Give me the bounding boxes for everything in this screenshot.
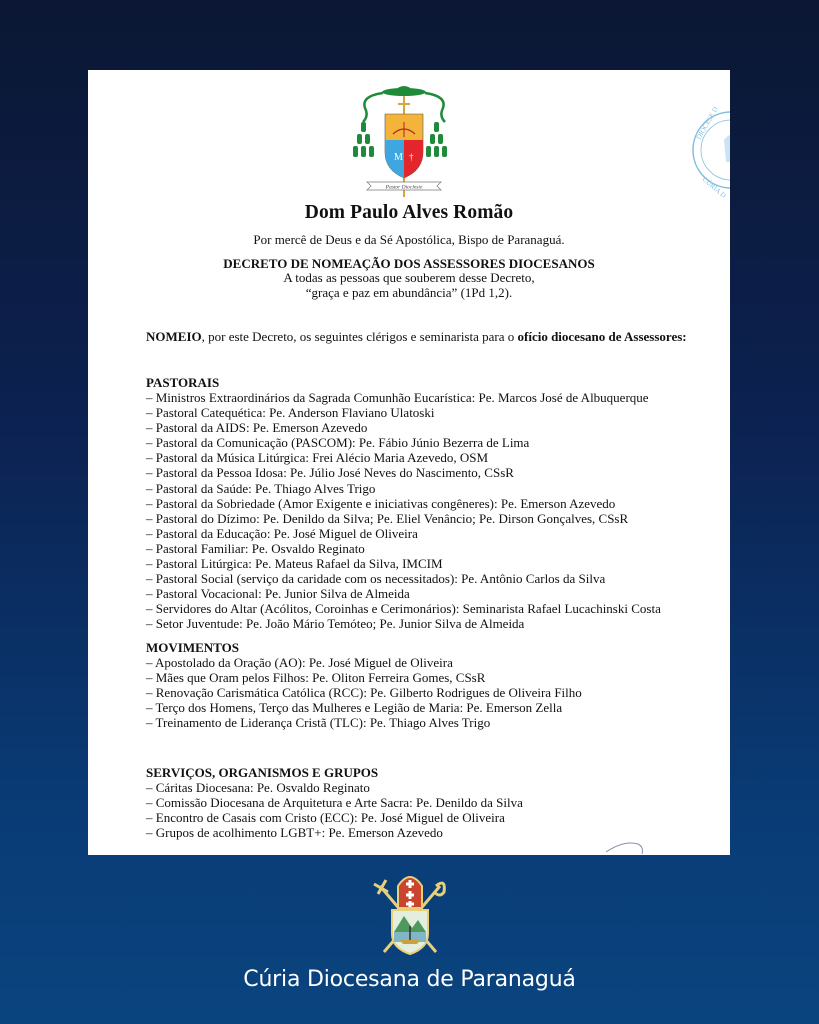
appointment-item: – Pastoral da Música Litúrgica: Frei Alécio Maria Azevedo, OSM: [146, 450, 489, 466]
appointment-item: – Renovação Carismática Católica (RCC): Pe. Gilberto Rodrigues de Oliveira Filho: [146, 685, 582, 701]
decree-document: [88, 70, 730, 855]
appointment-item: – Mães que Oram pelos Filhos: Pe. Oliton Ferreira Gomes, CSsR: [146, 670, 486, 686]
appointment-item: – Ministros Extraordinários da Sagrada Comunhão Eucarística: Pe. Marcos José de Albuquerque: [146, 390, 649, 405]
section-servicos: [146, 765, 726, 840]
appointment-item: – Pastoral Litúrgica: Pe. Mateus Rafael da Silva, IMCIM: [146, 556, 443, 572]
appointment-item: – Treinamento de Liderança Cristã (TLC): Pe. Thiago Alves Trigo: [146, 715, 491, 731]
section-movimentos: [146, 640, 726, 730]
appointment-item: – Apostolado da Oração (AO): Pe. José Miguel de Oliveira: [146, 655, 453, 670]
appointment-item: – Pastoral da AIDS: Pe. Emerson Azevedo: [146, 420, 368, 436]
diocese-logo-icon: [370, 870, 450, 960]
appointment-list: [146, 655, 726, 730]
appointment-item: – Pastoral da Pessoa Idosa: Pe. Júlio José Neves do Nascimento, CSsR: [146, 465, 514, 481]
intro-text: , por este Decreto, os seguintes clérigos e seminarista para o: [201, 329, 518, 344]
svg-text:DIOCESE D: DIOCESE D: [694, 105, 720, 141]
intro-bold-tail: ofício diocesano de Assessores:: [517, 329, 687, 344]
section-heading: PASTORAIS: [146, 375, 220, 390]
appointment-item: – Servidores do Altar (Acólitos, Coroinhas e Cerimonários): Seminarista Rafael Lucachinski Costa: [146, 601, 661, 617]
greeting-line-1: A todas as pessoas que souberem desse Decreto,: [283, 270, 535, 285]
appointment-list: [146, 390, 726, 632]
intro-lead: NOMEIO: [146, 329, 202, 344]
appointment-item: – Pastoral da Sobriedade (Amor Exigente e iniciativas congêneres): Pe. Emerson Azevedo: [146, 495, 616, 511]
appointment-item: – Setor Juventude: Pe. João Mário Temóteo; Pe. Junior Silva de Almeida: [146, 616, 525, 632]
appointment-item: – Pastoral Familiar: Pe. Osvaldo Reginato: [146, 540, 365, 556]
appointment-item: – Comissão Diocesana de Arquitetura e Arte Sacra: Pe. Denildo da Silva: [146, 795, 523, 811]
appointment-item: – Grupos de acolhimento LGBT+: Pe. Emerson Azevedo: [146, 825, 443, 841]
appointment-item: – Pastoral Vocacional: Pe. Junior Silva de Almeida: [146, 586, 410, 602]
svg-text:†: †: [409, 152, 414, 162]
appointment-item: – Pastoral do Dízimo: Pe. Denildo da Silva; Pe. Eliel Venâncio; Pe. Dirson Gonçalves, CSsR: [146, 510, 629, 526]
decree-intro: [146, 329, 706, 344]
bishop-name: Dom Paulo Alves Romão: [304, 202, 514, 223]
bishop-title: Por mercê de Deus e da Sé Apostólica, Bispo de Paranaguá.: [253, 232, 565, 247]
section-heading: MOVIMENTOS: [146, 640, 239, 655]
coat-of-arms-motto: Pastor Dioclesie: [385, 184, 423, 191]
appointment-item: – Pastoral da Comunicação (PASCOM): Pe. Fábio Júnio Bezerra de Lima: [146, 435, 530, 451]
coat-of-arms-icon: [353, 82, 455, 200]
decree-title: DECRETO DE NOMEAÇÃO DOS ASSESSORES DIOCESANOS: [223, 256, 595, 271]
signature-stroke: [606, 840, 646, 854]
appointment-item: – Terço dos Homens, Terço das Mulheres e Legião de Maria: Pe. Emerson Zella: [146, 700, 563, 716]
appointment-item: – Pastoral da Educação: Pe. José Miguel de Oliveira: [146, 525, 418, 541]
greeting-line-2: “graça e paz em abundância” (1Pd 1,2).: [305, 285, 513, 300]
appointment-item: – Encontro de Casais com Cristo (ECC): Pe. José Miguel de Oliveira: [146, 810, 505, 826]
section-pastorais: [146, 375, 726, 632]
section-heading: SERVIÇOS, ORGANISMOS E GRUPOS: [146, 765, 379, 780]
appointment-item: – Pastoral Social (serviço da caridade com os necessitados): Pe. Antônio Carlos da Silva: [146, 571, 606, 587]
svg-text:M: M: [394, 152, 403, 163]
diocese-seal-icon: [686, 100, 730, 200]
appointment-item: – Pastoral da Saúde: Pe. Thiago Alves Trigo: [146, 480, 376, 496]
appointment-item: – Cáritas Diocesana: Pe. Osvaldo Reginato: [146, 780, 370, 795]
svg-text:CÚRIA D: CÚRIA D: [700, 175, 728, 200]
appointment-list: [146, 780, 726, 840]
footer-title: Cúria Diocesana de Paranaguá: [243, 967, 576, 992]
appointment-item: – Pastoral Catequética: Pe. Anderson Flaviano Ulatoski: [146, 405, 435, 421]
